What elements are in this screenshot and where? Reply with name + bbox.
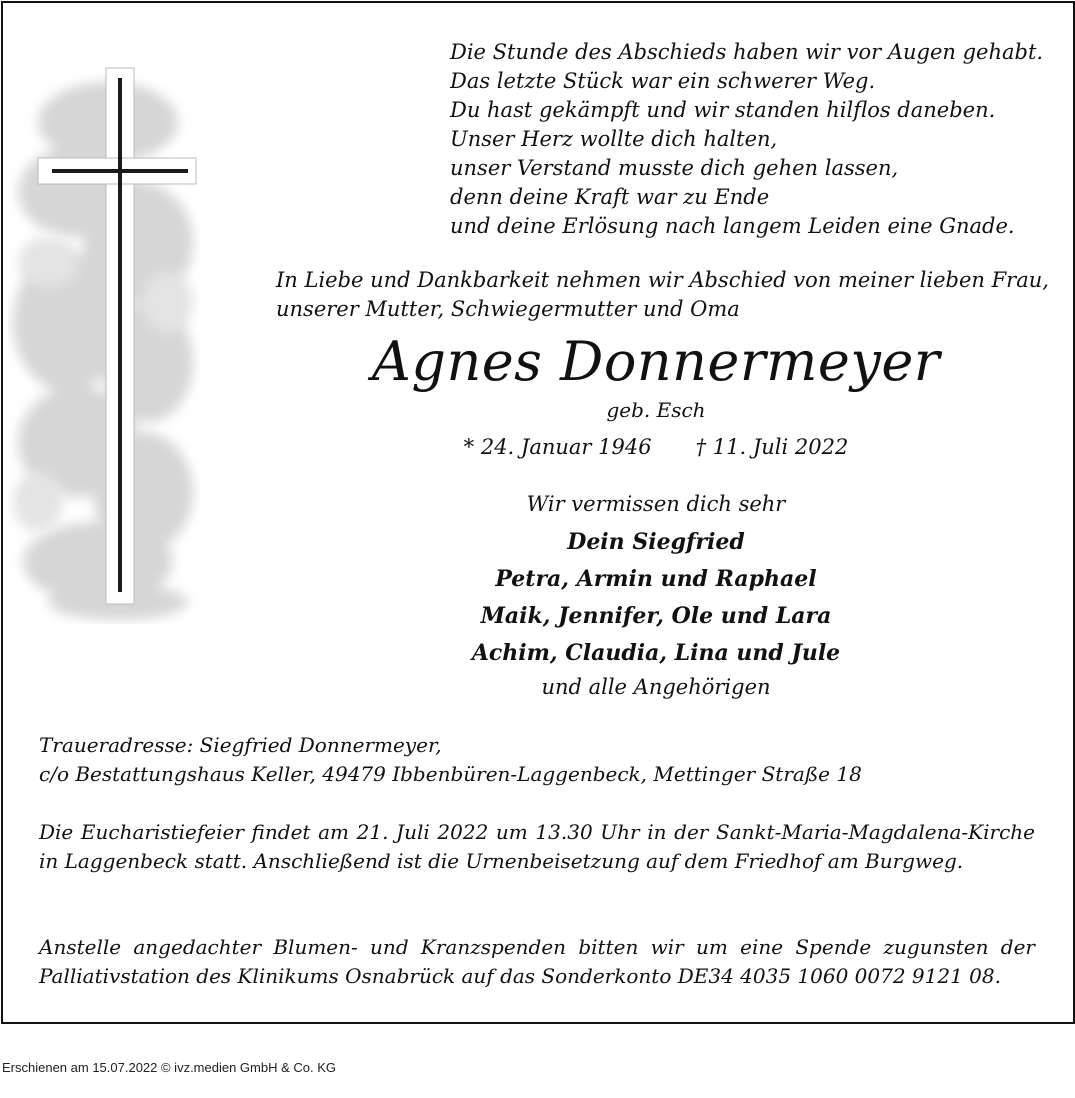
cross-icon xyxy=(8,62,200,624)
address-line: c/o Bestattungshaus Keller, 49479 Ibbenbüren-Laggenbeck, Mettinger Straße 18 xyxy=(39,762,862,786)
birth-date: * 24. Januar 1946 xyxy=(463,435,652,459)
poem xyxy=(450,38,1060,241)
mourners-closing: und alle Angehörigen xyxy=(541,675,771,699)
poem-line: unser Verstand musste dich gehen lassen, xyxy=(450,156,899,180)
mourning-address xyxy=(39,731,1039,789)
intro-line: In Liebe und Dankbarkeit nehmen wir Abschied von meiner lieben Frau, xyxy=(276,268,1049,292)
publication-footer: Erschienen am 15.07.2022 © ivz.medien GmbH & Co. KG xyxy=(2,1060,337,1075)
intro-line: unserer Mutter, Schwiegermutter und Oma xyxy=(276,297,740,321)
mourners-list xyxy=(276,524,1036,672)
mourners-intro: Wir vermissen dich sehr xyxy=(526,492,786,516)
poem-line: Unser Herz wollte dich halten, xyxy=(450,127,778,151)
service-info: Die Eucharistiefeier findet am 21. Juli 2022 um 13.30 Uhr in der Sankt-Maria-Magdalena-Kirche in Laggenbeck statt. Anschließend ist die Urnenbeisetzung auf dem Friedhof am Burgweg. xyxy=(39,820,1035,873)
poem-line: Du hast gekämpft und wir standen hilflos daneben. xyxy=(450,98,996,122)
death-date: † 11. Juli 2022 xyxy=(695,435,849,459)
donation-info: Anstelle angedachter Blumen- und Kranzspenden bitten wir um eine Spende zugunsten der Palliativstation des Klinikums Osnabrück auf das Sonderkonto DE34 4035 1060 0072 9121 08. xyxy=(39,935,1035,988)
intro-text xyxy=(276,266,1066,324)
deceased-name: Agnes Donnermeyer xyxy=(371,330,941,393)
address-line: Traueradresse: Siegfried Donnermeyer, xyxy=(39,733,442,757)
poem-line: Die Stunde des Abschieds haben wir vor Augen gehabt. xyxy=(450,40,1044,64)
mourner-name: Petra, Armin und Raphael xyxy=(495,566,817,592)
life-dates xyxy=(276,433,1036,462)
poem-line: Das letzte Stück war ein schwerer Weg. xyxy=(450,69,876,93)
poem-line: und deine Erlösung nach langem Leiden eine Gnade. xyxy=(450,214,1015,238)
maiden-name: geb. Esch xyxy=(606,398,706,422)
mourner-name: Maik, Jennifer, Ole und Lara xyxy=(480,603,832,629)
mourner-name: Dein Siegfried xyxy=(567,529,745,555)
poem-line: denn deine Kraft war zu Ende xyxy=(450,185,770,209)
mourner-name: Achim, Claudia, Lina und Jule xyxy=(471,640,841,666)
